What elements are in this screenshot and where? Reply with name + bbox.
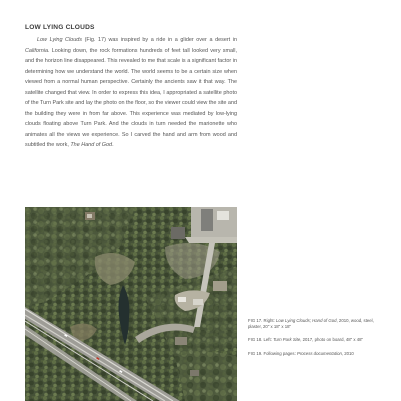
caption-title: Process documentation — [296, 350, 342, 356]
caption-fig-19 — [248, 351, 378, 357]
caption-details: , 2010 — [341, 350, 354, 356]
caption-title: Turn Park Site — [273, 337, 301, 343]
essay-text-end: . — [112, 142, 114, 148]
place-name: California — [25, 47, 48, 54]
essay-text-part: (Fig. 17) was inspired by a ride in a glider over a desert in — [81, 37, 237, 43]
caption-details: , 2010, wood, steel, plaster, 20" x 18" x 18" — [248, 318, 374, 330]
caption-details: , 2017, photo on board, 48" x 48" — [300, 337, 364, 343]
caption-title: Low Lying Clouds; Hand of God — [275, 318, 337, 323]
caption-lead: FIG 17. Right: — [248, 318, 276, 323]
essay-text — [25, 35, 237, 151]
essay-text-part: . Looking down, the rock formations hundreds of feet tall looked very small, and the horizon line disappeared. This revealed to me that scale is a significant factor in determining how we understand the world. The world seems to be a certain size when viewed from a normal human perspective. Certainly the ancients saw it that way. The satellite changed that view. In order to express this idea, I appropriated a satellite photo of the Turn Park site and lay the photo on the floor, so the viewer could view the site and the building they were in from far above. This experience was mediated by low-lying clouds floating above Turn Park. And the clouds in turn needed the marionette who animates all the views we experience. So I carved the hand and arm from wood and subtitled the work, — [25, 47, 237, 148]
aerial-photo-image — [25, 207, 237, 401]
work-subtitle: The Hand of God — [70, 142, 113, 148]
caption-fig-17 — [248, 318, 378, 330]
figure-captions — [248, 318, 378, 364]
work-title: Low Lying Clouds — [37, 37, 82, 43]
caption-lead: FIG 19. Following pages: — [248, 350, 297, 356]
caption-fig-18 — [248, 337, 378, 343]
essay-paragraph — [25, 35, 237, 151]
caption-lead: FIG 18. Left: — [248, 337, 274, 343]
aerial-photo — [25, 207, 237, 401]
section-heading: LOW LYING CLOUDS — [25, 24, 95, 31]
